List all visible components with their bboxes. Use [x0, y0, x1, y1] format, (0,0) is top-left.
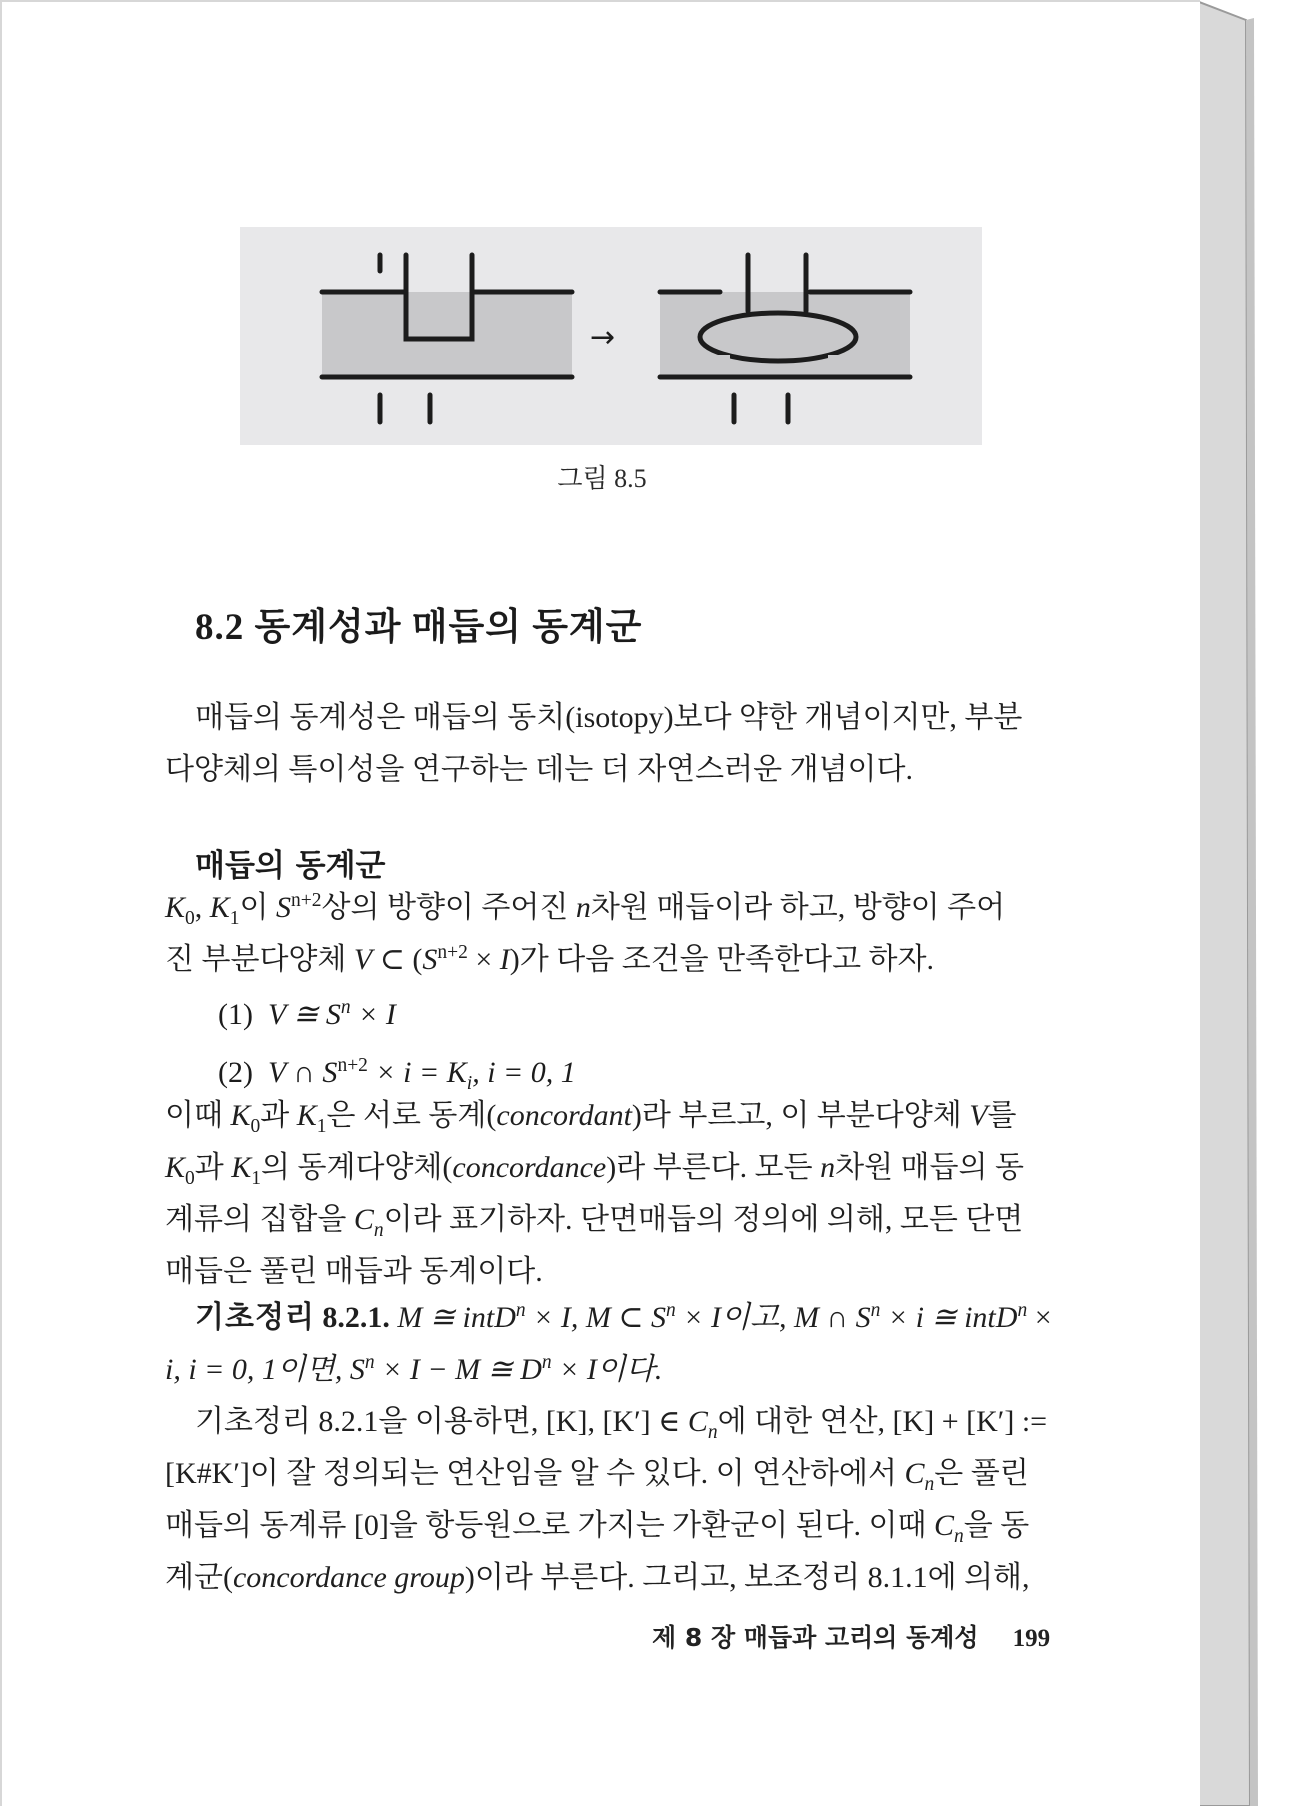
paragraph-1-line-2: 다양체의 특이성을 연구하는 데는 더 자연스러운 개념이다.	[165, 753, 914, 786]
paragraph-1	[165, 692, 1061, 796]
figure-caption: 그림 8.5	[557, 464, 647, 493]
paragraph-2	[165, 882, 1061, 986]
figure-arrow: →	[590, 320, 616, 355]
paragraph-3-line-2: $K_0$과 $K_1$의 동계다양체(concordance)라 부른다. 모든 n차원 매듭의 동	[165, 1151, 1024, 1189]
paragraph-2-line-1: $K_0$, $K_1$이 $S^{n+2}$상의 방향이 주어진 n차원 매듭이라 하고, 방향이 주어	[165, 890, 1006, 929]
paragraph-3-line-4: 매듭은 풀린 매듭과 동계이다.	[165, 1255, 543, 1288]
figure-8-5	[240, 227, 982, 445]
theorem-8-2-1	[165, 1292, 1061, 1396]
paragraph-3-line-1: 이때 $K_0$과 $K_1$은 서로 동계(concordant)라 부르고, 이 부분다양체 V를	[165, 1099, 1017, 1137]
paragraph-2-line-2: 진 부분다양체 V ⊂ $(S^{n+2} \times I)$가 다음 조건을 만족한다고 하자.	[165, 942, 935, 976]
paragraph-4-line-3: 매듭의 동계류 [0]을 항등원으로 가지는 가환군이 된다. 이때 $C_n$을 동	[165, 1509, 1030, 1547]
page-edge	[1194, 0, 1290, 1806]
paragraph-4-line-4: 계군(concordance group)이라 부른다. 그리고, 보조정리 8.1.1에 의해,	[165, 1561, 1030, 1594]
footer-chapter: 제 8 장 매듭과 고리의 동계성	[652, 1623, 979, 1652]
theorem-line-1: 기초정리 8.2.1. M ≅ intD$^n$ × I, M ⊂ $S^n \times I$이고, M ∩ $S^n \times i$ ≅ intD$^n$ ×	[195, 1300, 1052, 1335]
page-footer	[652, 1618, 1050, 1654]
paragraph-3-line-3: 계류의 집합을 $C_n$이라 표기하자. 단면매듭의 정의에 의해, 모든 단면	[165, 1203, 1024, 1241]
condition-2: (2) V ∩ $S^{n+2} \times i = K_i$, i = 0, 1	[218, 1055, 576, 1094]
conditions-list	[218, 986, 576, 1102]
paragraph-1-line-1: 매듭의 동계성은 매듭의 동치(isotopy)보다 약한 개념이지만, 부분	[195, 701, 1023, 734]
page-number: 199	[1012, 1625, 1051, 1652]
theorem-line-2: i, i = 0, 1이면, $S^n \times I - M$ ≅ $D^n \times I$이다.	[165, 1352, 663, 1386]
paragraph-3	[165, 1090, 1061, 1298]
subheading-concordance-group: 매듭의 동계군	[195, 848, 386, 884]
paragraph-4-line-2: [K#K′]이 잘 정의되는 연산임을 알 수 있다. 이 연산하에서 $C_n$은 풀린	[165, 1457, 1029, 1495]
paragraph-4-line-1: 기초정리 8.2.1을 이용하면, [K], [K′] ∈ $C_n$에 대한 연산, [K] + [K′] :=	[195, 1405, 1048, 1443]
condition-1: (1) V ≅ $S^n \times I$	[218, 997, 396, 1031]
paragraph-4	[165, 1396, 1061, 1604]
section-title: 8.2 동계성과 매듭의 동계군	[195, 607, 643, 648]
